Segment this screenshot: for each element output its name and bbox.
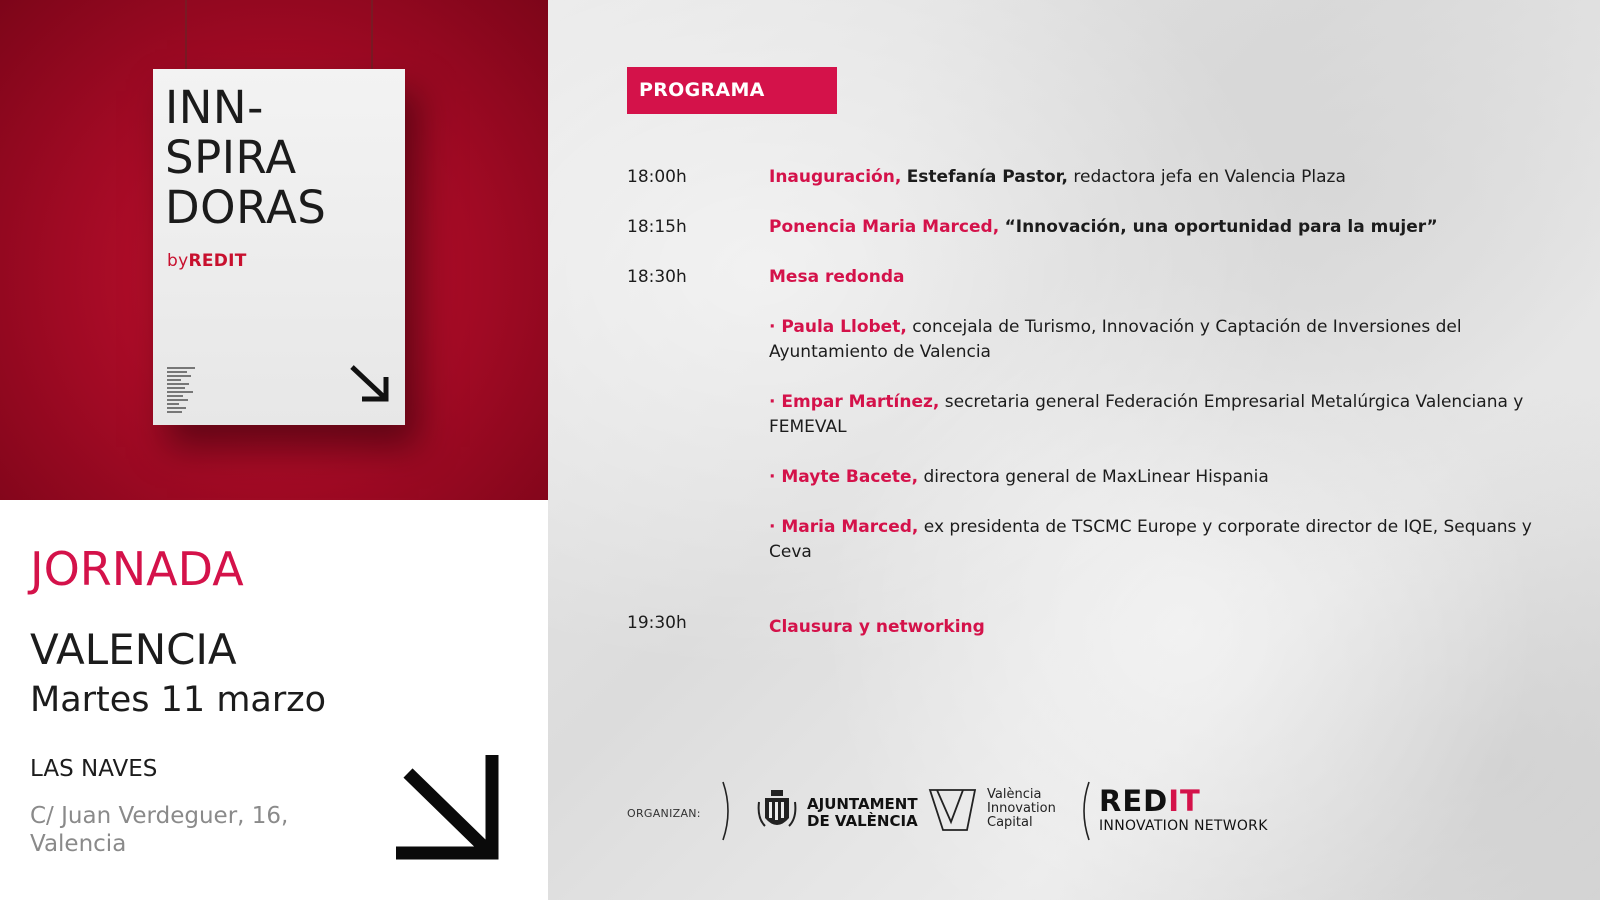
logo-text-line: Capital bbox=[987, 815, 1033, 830]
poster-small-text bbox=[167, 367, 197, 415]
panelist-name: · Empar Martínez, bbox=[769, 392, 940, 412]
poster-title-line: DORAS bbox=[165, 181, 327, 234]
down-right-arrow-icon bbox=[396, 753, 504, 861]
poster-brand-name: REDIT bbox=[188, 251, 247, 271]
program-description bbox=[769, 515, 1549, 565]
redit-logo-red: RED bbox=[1099, 784, 1169, 818]
program-highlight: Inauguración, bbox=[769, 167, 902, 187]
program-description bbox=[769, 315, 1549, 365]
panelist-role: concejala de Turismo, Innovación y Captación de Inversiones del Ayuntamiento de Valencia bbox=[769, 317, 1462, 362]
vic-logo-icon bbox=[927, 786, 979, 834]
program-bold: “Innovación, una oportunidad para la mujer” bbox=[1004, 217, 1438, 237]
logo-text-line: Innovation bbox=[987, 801, 1056, 816]
panelist-name: · Mayte Bacete, bbox=[769, 467, 919, 487]
vic-logo-text bbox=[987, 788, 1056, 830]
logo-text-line: AJUNTAMENT bbox=[807, 795, 918, 813]
event-address bbox=[30, 802, 350, 858]
program-description bbox=[769, 265, 1549, 290]
redit-logo bbox=[1099, 784, 1201, 818]
program-panel bbox=[548, 0, 1600, 900]
program-description bbox=[769, 465, 1549, 490]
event-city: VALENCIA bbox=[30, 625, 237, 674]
event-date: Martes 11 marzo bbox=[30, 680, 327, 720]
poster-title bbox=[165, 83, 326, 233]
event-venue: LAS NAVES bbox=[30, 756, 158, 782]
logo-text-line: València bbox=[987, 787, 1042, 802]
divider-bracket bbox=[721, 780, 733, 842]
organizers-label: ORGANIZAN: bbox=[627, 807, 701, 820]
program-description bbox=[769, 215, 1549, 240]
program-heading: PROGRAMA bbox=[627, 67, 837, 114]
redit-logo-it: IT bbox=[1168, 784, 1201, 818]
program-text: redactora jefa en Valencia Plaza bbox=[1073, 167, 1346, 187]
divider-bracket bbox=[1079, 780, 1091, 842]
panelist-name: · Maria Marced, bbox=[769, 517, 919, 537]
program-time: 18:30h bbox=[627, 267, 687, 287]
panelist-role: directora general de MaxLinear Hispania bbox=[923, 467, 1269, 487]
program-description bbox=[769, 615, 1549, 640]
program-highlight: Clausura y networking bbox=[769, 617, 985, 637]
panelist-name: · Paula Llobet, bbox=[769, 317, 907, 337]
program-bold: Estefanía Pastor, bbox=[906, 167, 1069, 187]
program-time: 19:30h bbox=[627, 613, 687, 633]
ajuntament-crest-icon bbox=[757, 788, 797, 834]
address-line: Valencia bbox=[30, 831, 127, 857]
hanging-string bbox=[371, 0, 373, 70]
address-line: C/ Juan Verdeguer, 16, bbox=[30, 803, 289, 829]
logo-text-line: DE VALÈNCIA bbox=[807, 812, 918, 830]
organizers-footer bbox=[627, 776, 1327, 846]
program-highlight: Mesa redonda bbox=[769, 267, 905, 287]
panelist-role: ex presidenta de TSCMC Europe y corporate director de IQE, Sequans y Ceva bbox=[769, 517, 1532, 562]
panelist-role: secretaria general Federación Empresarial Metalúrgica Valenciana y FEMEVAL bbox=[769, 392, 1524, 437]
poster-brand bbox=[167, 251, 247, 271]
program-description bbox=[769, 165, 1549, 190]
ajuntament-logo-text bbox=[807, 796, 918, 830]
redit-logo-subtitle: INNOVATION NETWORK bbox=[1099, 818, 1268, 834]
down-right-arrow-icon bbox=[348, 365, 392, 405]
poster-title-line: SPIRA bbox=[165, 131, 297, 184]
program-highlight: Ponencia Maria Marced, bbox=[769, 217, 1000, 237]
poster-hero bbox=[0, 0, 548, 500]
hanging-string bbox=[185, 0, 187, 70]
program-time: 18:15h bbox=[627, 217, 687, 237]
event-type: JORNADA bbox=[30, 542, 244, 596]
poster-by-label: by bbox=[167, 251, 189, 271]
program-time: 18:00h bbox=[627, 167, 687, 187]
event-info-panel bbox=[0, 0, 548, 900]
program-description bbox=[769, 390, 1549, 440]
poster bbox=[153, 69, 405, 425]
poster-title-line: INN- bbox=[165, 81, 264, 134]
